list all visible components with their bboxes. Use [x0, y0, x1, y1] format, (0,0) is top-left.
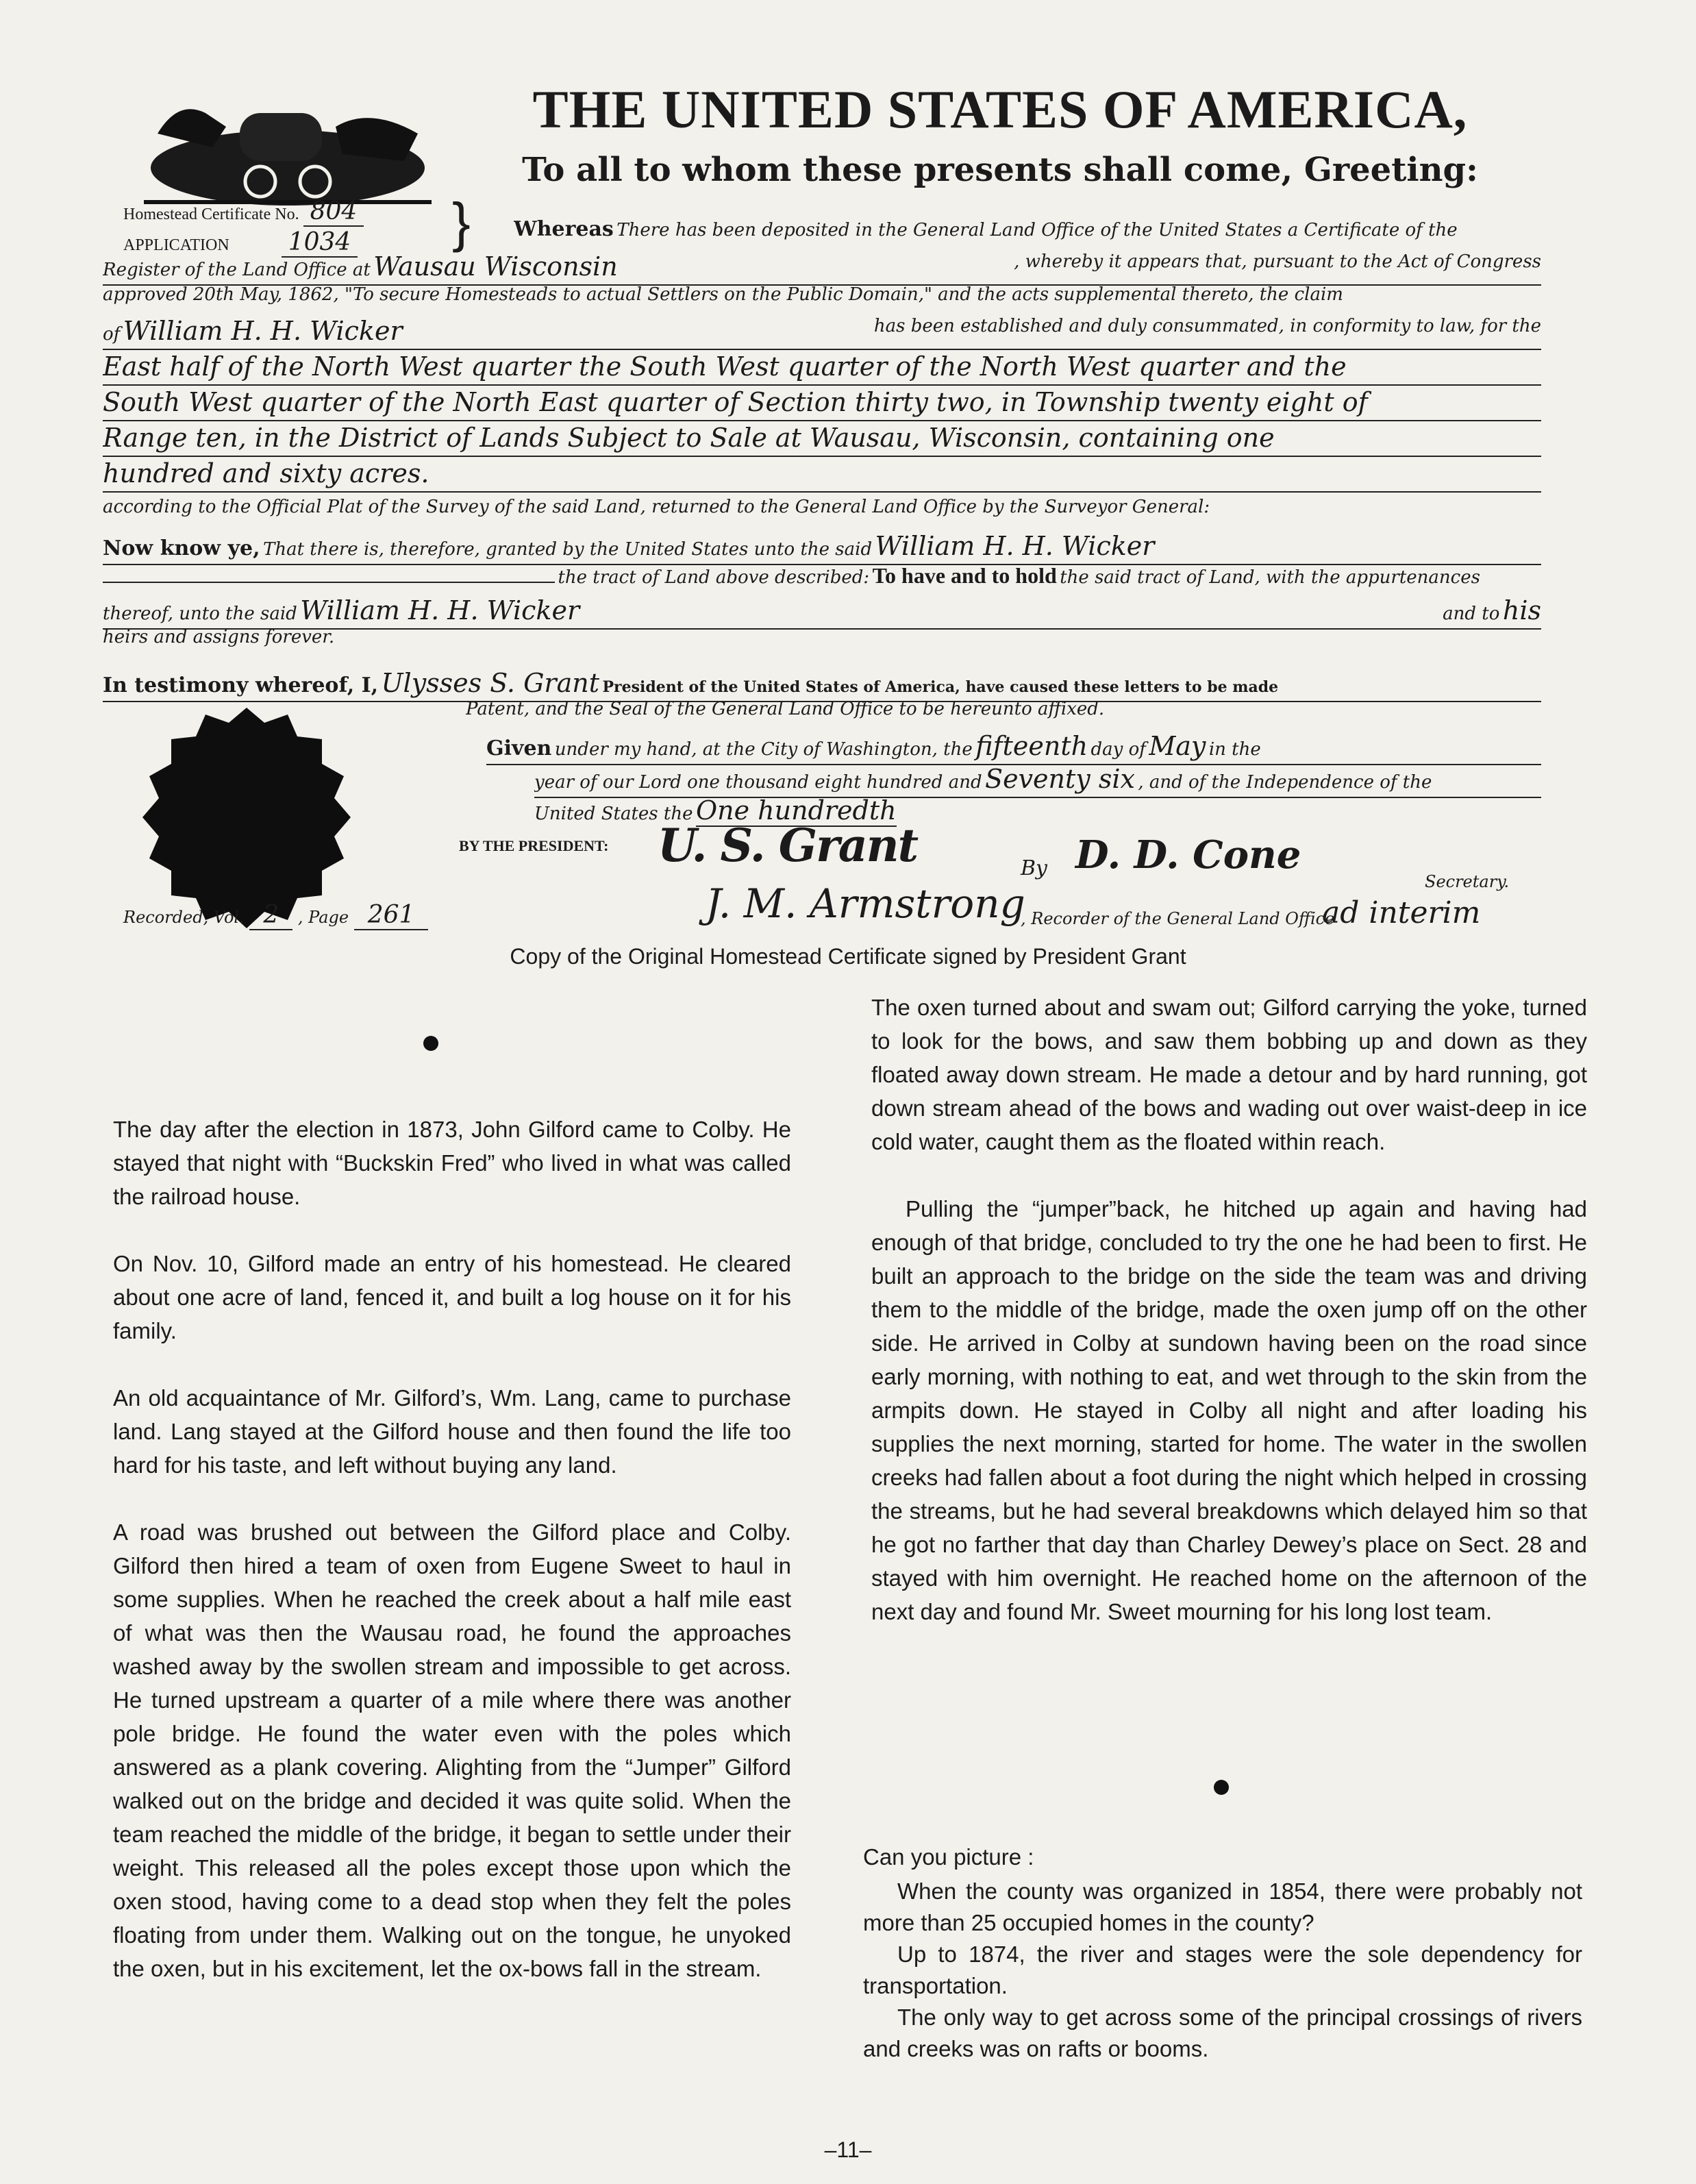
- paragraph: Pulling the “jumper”back, he hitched up again and having had enough of that bridge, concluded to try the one he had been to first. He built an approach to the bridge on the side the team was and driving them to the middle of the bridge, made the oxen jump off on the other side. He arrived in Colby at sundown having been on the road since early morning, with nothing to eat, and wet through to the skin from the armpits down. He stayed in Colby all night and after loading his supplies the next morning, started for home. The water in the swollen creeks had fallen about a foot during the night which helped in crossing the streams, but he had several breakdowns which delayed him so that he got no farther that day than Charley Dewey’s place on Sect. 28 and stayed with him overnight. He reached home on the afternoon of the next day and found Mr. Sweet mourning for his long lost team.: [871, 1196, 1587, 1624]
- patent-text: Patent, and the Seal of the General Land Office to be hereunto affixed.: [466, 699, 1105, 719]
- president-name: Ulysses S. Grant: [381, 668, 599, 698]
- day-of-text: day of: [1090, 739, 1146, 760]
- application-label: APPLICATION: [123, 236, 229, 254]
- paragraph: On Nov. 10, Gilford made an entry of his homestead. He cleared about one acre of land, fenced it, and built a log house on it for his family.: [113, 1251, 791, 1343]
- picture-item: The only way to get across some of the principal crossings of rivers and creeks was on rafts or booms.: [863, 2005, 1582, 2061]
- paragraph: An old acquaintance of Mr. Gilford’s, Wm. Lang, came to purchase land. Lang stayed at the Gilford house and then found the life too hard for his taste, and left without buying any land.: [113, 1385, 791, 1478]
- independence-text: , and of the Independence of the: [1138, 772, 1432, 793]
- tract-text-b: the said tract of Land, with the appurtenances: [1060, 567, 1480, 588]
- plat-line: [103, 497, 1541, 530]
- certificate-number-label: Homestead Certificate No.: [123, 206, 299, 223]
- year-text: year of our Lord one thousand eight hundred and: [534, 772, 982, 793]
- picture-item: When the county was organized in 1854, there were probably not more than 25 occupied homes in the county?: [863, 1878, 1582, 1935]
- to-have-text: To have and to hold: [872, 563, 1057, 588]
- line2-text: Register of the Land Office at: [103, 260, 371, 280]
- testimony-line: [103, 668, 1541, 702]
- plat-text: according to the Official Plat of the Survey of the said Land, returned to the General Land Office by the Surveyor General:: [103, 497, 1210, 517]
- homestead-certificate: [103, 65, 1548, 939]
- bullet-dot: [423, 1036, 438, 1051]
- given-line: [486, 731, 1541, 765]
- certificate-number-value: 804: [303, 197, 364, 227]
- year-value: Seventy six: [985, 764, 1135, 794]
- year-line: [534, 764, 1541, 798]
- land-description-text: hundred and sixty acres.: [103, 458, 429, 488]
- page-number: –11–: [824, 2137, 872, 2162]
- left-column: [113, 1113, 791, 2019]
- his-word: his: [1502, 595, 1541, 625]
- thereof-line: [103, 595, 1541, 630]
- certificate-caption: Copy of the Original Homestead Certificate signed by President Grant: [510, 944, 1186, 969]
- pioneer-wagon-vignette-icon: [130, 86, 445, 216]
- month-value: May: [1149, 731, 1206, 761]
- whereas-word: Whereas: [514, 217, 614, 241]
- tract-line: [103, 563, 1541, 596]
- page-value: 261: [354, 901, 429, 930]
- recorder-signature: J. M. Armstrong: [706, 880, 1025, 927]
- bullet-dot: [1214, 1780, 1229, 1795]
- volume-value: 2: [249, 901, 292, 930]
- grant-signature: U. S. Grant: [658, 819, 918, 872]
- heirs-text: heirs and assigns forever.: [103, 627, 335, 647]
- paragraph: The day after the election in 1873, John Gilford came to Colby. He stayed that night with “Buckskin Fred” who lived in what was called the railroad house.: [113, 1117, 791, 1209]
- by-the-president: BY THE PRESIDENT:: [459, 837, 609, 854]
- thereof-text: thereof, unto the said: [103, 604, 297, 624]
- testimony-text: In testimony whereof, I,: [103, 673, 379, 697]
- united-states-text: United States the: [534, 804, 693, 824]
- line2-text-b: , whereby it appears that, pursuant to the Act of Congress: [1014, 251, 1541, 272]
- land-description-4: [103, 458, 1541, 493]
- ad-interim: ad interim: [1322, 895, 1481, 930]
- land-description-text: South West quarter of the North East quarter of Section thirty two, in Township twenty eight of: [103, 387, 1368, 417]
- right-column: [871, 991, 1587, 1662]
- patent-line: [466, 699, 1541, 732]
- application-value: 1034: [282, 228, 358, 258]
- certificate-greeting: To all to whom these presents shall come, Greeting:: [522, 151, 1478, 189]
- land-office-location: Wausau Wisconsin: [373, 251, 618, 282]
- now-know-text: That there is, therefore, granted by the United States unto the said: [263, 539, 873, 560]
- certificate-line-4: [103, 316, 1541, 350]
- land-description-3: [103, 423, 1541, 457]
- grantee-name: William H. H. Wicker: [875, 531, 1155, 561]
- recorded-label: Recorded, Vol.: [123, 908, 245, 927]
- in-the-text: in the: [1208, 739, 1261, 760]
- certificate-line-2: [103, 251, 1541, 286]
- whereas-text: There has been deposited in the General Land Office of the United States a Certificate of the: [616, 220, 1458, 240]
- given-text: under my hand, at the City of Washington, the: [554, 739, 973, 760]
- heirs-line: [103, 627, 1541, 660]
- tract-text: the tract of Land above described:: [558, 567, 870, 588]
- brace-mark: }: [452, 192, 471, 253]
- recorder-label: , Recorder of the General Land Office: [1021, 909, 1335, 928]
- can-you-picture: [863, 1841, 1582, 2065]
- picture-item: Up to 1874, the river and stages were the sole dependency for transportation.: [863, 1941, 1582, 1998]
- paragraph: The oxen turned about and swam out; Gilford carrying the yoke, turned to look for the bows, and saw them bobbing up and down as they floated away down stream. He made a detour and by hard running, got down stream ahead of the bows and wading out over waist-deep in ice cold water, caught them as the floated within reach.: [871, 995, 1587, 1154]
- secretary-signature: D. D. Cone: [1075, 832, 1301, 878]
- day-value: fifteenth: [975, 731, 1088, 761]
- certificate-title: THE UNITED STATES OF AMERICA,: [532, 79, 1468, 139]
- paragraph: A road was brushed out between the Gilford place and Colby. Gilford then hired a team of oxen from Eugene Sweet to haul in some supplies. When he reached the creek about a half mile east of what was then the Wausau road, he found the approaches washed away by the swollen stream and impossible to get across. He turned upstream a quarter of a mile where there was another pole bridge. He found the water even with the poles which answered as a plank covering. Alighting from the “Jumper” Gilford walked out on the bridge and decided it was quite solid. When the team reached the middle of the bridge, it began to settle under their weight. This released all the poles except those upon which the oxen stood, having come to a dead stop when they felt the poles floating from under them. Walking out on the tongue, he unyoked the oxen, but in his excitement, let the ox-bows fall in the stream.: [113, 1519, 791, 1981]
- given-word: Given: [486, 736, 552, 760]
- hundredth-value: One hundredth: [695, 795, 897, 826]
- secretary-label: Secretary.: [1425, 872, 1510, 891]
- line4-text-b: has been established and duly consummated, in conformity to law, for the: [873, 316, 1541, 336]
- land-description-text: East half of the North West quarter the South West quarter of the North West quarter and the: [103, 351, 1347, 382]
- now-know-word: Now know ye,: [103, 536, 260, 560]
- by-word: By: [1021, 856, 1047, 880]
- grantee-name-2: William H. H. Wicker: [300, 595, 580, 625]
- page-label: , Page: [297, 908, 349, 927]
- certificate-line-1: [514, 217, 1541, 250]
- line4-text: of: [103, 324, 121, 345]
- president-line-text: President of the United States of America, have caused these letters to be made: [602, 678, 1279, 696]
- line3-text: approved 20th May, 1862, "To secure Homesteads to actual Settlers on the Public Domain," and the acts supplemental thereto, the claim: [103, 284, 1343, 305]
- certificate-line-3: [103, 284, 1541, 317]
- certificate-number: [123, 197, 364, 225]
- picture-lead: Can you picture :: [863, 1844, 1034, 1870]
- seal-icon: [130, 702, 363, 935]
- claimant-name: William H. H. Wicker: [123, 316, 403, 346]
- and-to-text: and to: [1443, 604, 1500, 624]
- land-description-2: [103, 387, 1541, 421]
- recorded-line: [123, 901, 428, 929]
- land-description-text: Range ten, in the District of Lands Subject to Sale at Wausau, Wisconsin, containing one: [103, 423, 1275, 453]
- land-description-1: [103, 351, 1541, 386]
- now-know-line: [103, 531, 1541, 565]
